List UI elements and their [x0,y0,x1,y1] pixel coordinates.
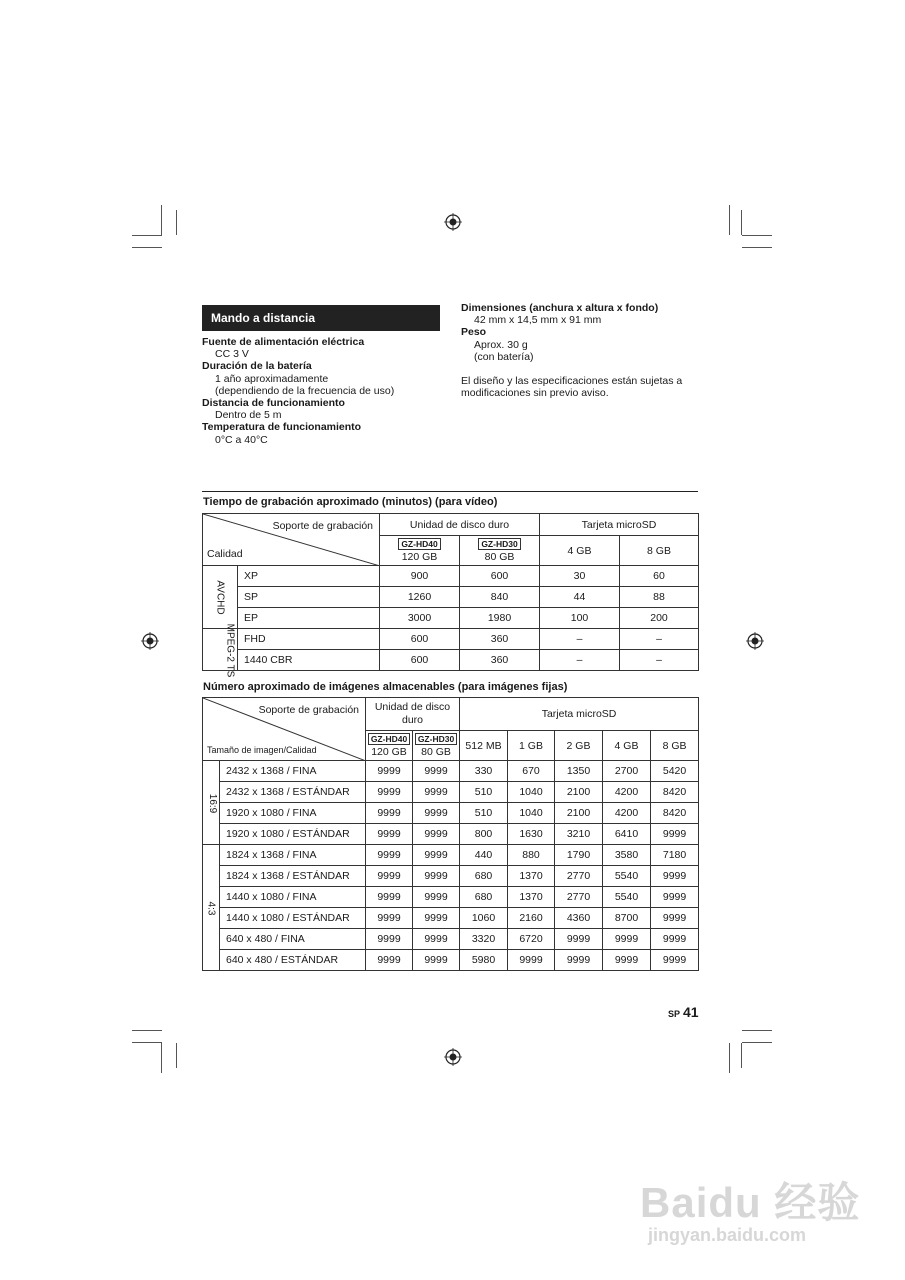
value-cell: 600 [460,566,540,587]
table-row [203,803,699,824]
group-label: 16:9 [207,793,219,813]
value-cell: 5420 [651,761,699,782]
row-label: 1440 x 1080 / FINA [220,887,366,908]
value-cell: 9999 [603,950,651,971]
value-cell: 4360 [555,908,603,929]
table-row [203,908,699,929]
row-label: 1920 x 1080 / ESTÁNDAR [220,824,366,845]
distance-value: Dentro de 5 m [215,409,282,422]
watermark-logo: Baidu 经验 [640,1179,861,1226]
power-label: Fuente de alimentación eléctrica [202,336,365,348]
value-cell: 9999 [413,929,460,950]
value-cell: – [620,629,699,650]
model-cell [413,731,460,761]
value-cell: 510 [460,782,508,803]
value-cell: 680 [460,887,508,908]
value-cell: 5980 [460,950,508,971]
row-label: 1920 x 1080 / FINA [220,803,366,824]
group-label: 4:3 [205,901,217,915]
value-cell: 8420 [651,782,699,803]
table-row [203,866,699,887]
value-cell: 9999 [651,824,699,845]
notice-line-1: El diseño y las especificaciones están sujetas a [461,375,683,388]
value-cell: 2100 [555,782,603,803]
distance-label: Distancia de funcionamiento [202,397,345,410]
remote-specs-left [202,336,394,446]
value-cell: 9999 [366,908,413,929]
row-label: 1440 CBR [238,650,380,671]
value-cell: 9999 [366,761,413,782]
table-row [203,887,699,908]
value-cell: 9999 [366,845,413,866]
model-capacity: 120 GB [401,551,438,563]
value-cell: 5540 [603,866,651,887]
value-cell: 9999 [413,824,460,845]
row-label: SP [238,587,380,608]
value-cell: 440 [460,845,508,866]
value-cell: 9999 [651,908,699,929]
value-cell: 1040 [508,782,555,803]
page-number [668,1004,699,1022]
row-label: 2432 x 1368 / ESTÁNDAR [220,782,366,803]
row-label: 640 x 480 / FINA [220,929,366,950]
corner-top-label: Soporte de grabación [258,704,359,716]
temp-label: Temperatura de funcionamiento [202,421,362,434]
dims-label: Dimensiones (anchura x altura x fondo) [461,302,659,314]
page-lang: SP [668,1009,681,1019]
row-label: 1440 x 1080 / ESTÁNDAR [220,908,366,929]
weight-label: Peso [461,326,487,339]
table-row [203,950,699,971]
value-cell: 3580 [603,845,651,866]
value-cell: 1980 [460,608,540,629]
value-cell: 9999 [366,803,413,824]
sd-header: Tarjeta microSD [540,514,699,536]
value-cell: 8700 [603,908,651,929]
value-cell: 800 [460,824,508,845]
sd-capacity: 4 GB [603,731,651,761]
registration-mark-icon [746,632,764,650]
value-cell: 600 [380,629,460,650]
registration-mark-icon [141,632,159,650]
corner-bottom-label: Calidad [207,548,243,560]
value-cell: 9999 [413,866,460,887]
sd-capacity: 2 GB [555,731,603,761]
image-corner-cell [203,698,366,761]
row-label: FHD [238,629,380,650]
group-label-cell [203,761,220,845]
weight-note: (con batería) [474,350,534,363]
image-table-title: Número aproximado de imágenes almacenables (para imágenes fijas) [203,681,568,693]
value-cell: 2700 [603,761,651,782]
corner-top-label: Soporte de grabación [272,520,373,532]
value-cell: – [540,629,620,650]
table-row [203,782,699,803]
sd-capacity: 1 GB [508,731,555,761]
remote-specs-right [461,302,682,399]
value-cell: 4200 [603,782,651,803]
value-cell: 1260 [380,587,460,608]
model-capacity: 80 GB [484,551,515,563]
value-cell: 3210 [555,824,603,845]
value-cell: 9999 [555,950,603,971]
group-label: AVCHD [214,580,226,615]
value-cell: 9999 [651,929,699,950]
table-row [203,566,699,587]
value-cell: 1370 [508,866,555,887]
model-cell [366,731,413,761]
value-cell: 360 [460,650,540,671]
value-cell: 9999 [366,950,413,971]
value-cell: 200 [620,608,699,629]
value-cell: 2160 [508,908,555,929]
value-cell: 1790 [555,845,603,866]
value-cell: 6410 [603,824,651,845]
title-rule [202,491,698,492]
value-cell: 2770 [555,887,603,908]
sd-capacity: 4 GB [540,536,620,566]
value-cell: 9999 [508,950,555,971]
value-cell: 44 [540,587,620,608]
value-cell: – [620,650,699,671]
table-row [203,629,699,650]
value-cell: 1630 [508,824,555,845]
sd-capacity: 512 MB [460,731,508,761]
section-title-remote: Mando a distancia [202,305,440,331]
table-row [203,587,699,608]
value-cell: 9999 [413,761,460,782]
value-cell: 900 [380,566,460,587]
value-cell: 5540 [603,887,651,908]
table-row [203,929,699,950]
battery-value: 1 año aproximadamente [215,372,329,385]
hdd-header: Unidad de disco duro [380,514,540,536]
value-cell: 3320 [460,929,508,950]
value-cell: 1040 [508,803,555,824]
video-corner-cell [203,514,380,566]
model-tag: GZ-HD40 [368,733,410,745]
value-cell: 600 [380,650,460,671]
video-table-title: Tiempo de grabación aproximado (minutos) (para vídeo) [203,496,498,508]
value-cell: 360 [460,629,540,650]
value-cell: 510 [460,803,508,824]
power-value: CC 3 V [215,348,249,361]
value-cell: 9999 [413,950,460,971]
group-label-cell [203,566,238,629]
value-cell: 9999 [603,929,651,950]
sd-header: Tarjeta microSD [460,698,699,731]
value-cell: 9999 [366,866,413,887]
table-row [203,761,699,782]
model-capacity: 80 GB [421,746,451,758]
value-cell: 680 [460,866,508,887]
model-capacity: 120 GB [371,746,407,758]
table-row [203,650,699,671]
value-cell: 1350 [555,761,603,782]
row-label: XP [238,566,380,587]
value-cell: 100 [540,608,620,629]
value-cell: 2100 [555,803,603,824]
row-label: EP [238,608,380,629]
value-cell: 9999 [366,824,413,845]
value-cell: 1370 [508,887,555,908]
sd-capacity: 8 GB [620,536,699,566]
model-cell [460,536,540,566]
value-cell: 9999 [651,950,699,971]
page-number-value: 41 [683,1004,699,1020]
value-cell: 9999 [413,887,460,908]
row-label: 1824 x 1368 / ESTÁNDAR [220,866,366,887]
model-tag: GZ-HD30 [478,538,520,550]
value-cell: 4200 [603,803,651,824]
value-cell: 6720 [508,929,555,950]
value-cell: 670 [508,761,555,782]
image-table [202,697,699,971]
value-cell: 30 [540,566,620,587]
group-label: MPEG-2 TS [224,623,236,677]
temp-value: 0°C a 40°C [215,433,268,446]
value-cell: 9999 [555,929,603,950]
table-row [203,845,699,866]
registration-mark-icon [444,1048,462,1066]
value-cell: 9999 [413,845,460,866]
table-row [203,608,699,629]
group-label-cell [203,623,238,677]
model-cell [380,536,460,566]
table-row [203,824,699,845]
value-cell: 9999 [413,782,460,803]
row-label: 640 x 480 / ESTÁNDAR [220,950,366,971]
value-cell: 9999 [366,887,413,908]
weight-value: Aprox. 30 g [474,338,528,351]
watermark-url: jingyan.baidu.com [648,1225,807,1245]
value-cell: 88 [620,587,699,608]
value-cell: 9999 [366,782,413,803]
video-table [202,513,699,677]
value-cell: 1060 [460,908,508,929]
value-cell: 330 [460,761,508,782]
value-cell: 840 [460,587,540,608]
value-cell: 9999 [413,908,460,929]
hdd-header: Unidad de disco duro [366,698,460,731]
row-label: 1824 x 1368 / FINA [220,845,366,866]
model-tag: GZ-HD40 [398,538,440,550]
value-cell: 9999 [366,929,413,950]
notice-line-2: modificaciones sin previo aviso. [461,387,609,400]
value-cell: 60 [620,566,699,587]
group-label-cell [203,845,220,971]
value-cell: 9999 [413,803,460,824]
value-cell: 3000 [380,608,460,629]
corner-bottom-label: Tamaño de imagen/Calidad [207,745,317,755]
registration-mark-icon [444,213,462,231]
value-cell: 9999 [651,866,699,887]
value-cell: 8420 [651,803,699,824]
sd-capacity: 8 GB [651,731,699,761]
value-cell: 7180 [651,845,699,866]
battery-note: (dependiendo de la frecuencia de uso) [215,384,395,397]
value-cell: 880 [508,845,555,866]
dims-value: 42 mm x 14,5 mm x 91 mm [474,314,602,327]
value-cell: 9999 [651,887,699,908]
value-cell: 2770 [555,866,603,887]
model-tag: GZ-HD30 [415,733,457,745]
row-label: 2432 x 1368 / FINA [220,761,366,782]
value-cell: – [540,650,620,671]
battery-label: Duración de la batería [202,360,312,373]
